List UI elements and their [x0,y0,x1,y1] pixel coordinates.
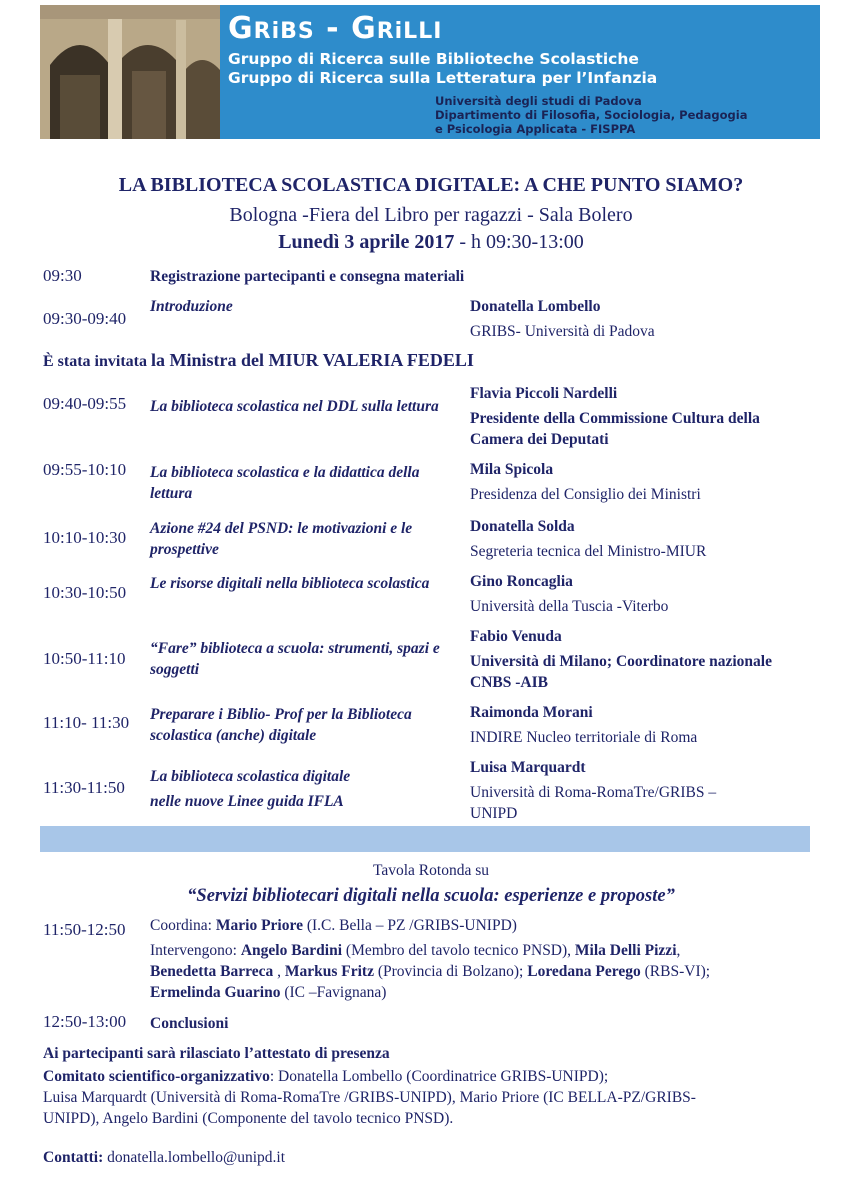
session-speaker: Luisa Marquardt Università di Roma-RomaTre/GRIBS – UNIPD [470,759,717,822]
certificate-note: Ai partecipanti sarà rilasciato l’attestato di presenza [43,1045,390,1062]
roundtable-coordinator: Coordina: Mario Priore (I.C. Bella – PZ /GRIBS-UNIPD) [150,917,517,934]
roundtable-time: 11:50-12:50 [43,920,126,939]
header-line-1: Gruppo di Ricerca sulle Biblioteche Scolastiche [228,50,639,68]
roundtable-title: “Servizi bibliotecari digitali nella scuola: esperienze e proposte” [187,886,675,906]
event-date: Lunedì 3 aprile 2017 - h 09:30-13:00 [278,231,584,253]
university-line-1: Università degli studi di Padova [435,94,642,108]
header-text [228,11,657,88]
session-speaker: Mila Spicola Presidenza del Consiglio dei Ministri [470,461,701,503]
header-line-2: Gruppo di Ricerca sulla Letteratura per l’Infanzia [228,69,658,87]
session-title: La biblioteca scolastica e la didattica della lettura [150,464,420,502]
intro-speaker: Donatella Lombello GRIBS- Università di Padova [470,298,655,340]
session-time: 10:30-10:50 [43,583,127,602]
session-title: “Fare” biblioteca a scuola: strumenti, spazi e soggetti [150,640,440,678]
intro-title: Introduzione [150,298,233,315]
roundtable-speakers: Intervengono: Angelo Bardini (Membro del tavolo tecnico PNSD), Mila Delli Pizzi, Benedetta Barreca , Markus Fritz (Provincia di Bolzano); Loredana Perego (RBS-VI); Ermelinda Guarino (IC –Favignana) [150,942,711,1001]
session-time: 09:40-09:55 [43,394,127,413]
session-title: Le risorse digitali nella biblioteca scolastica [150,575,430,592]
closing-text: Conclusioni [150,1015,229,1032]
committee: Comitato scientifico-organizzativo: Donatella Lombello (Coordinatrice GRIBS-UNIPD); Luisa Marquardt (Università di Roma-RomaTre /GRIBS-UNIPD), Mario Priore (IC BELLA-PZ/GRIBS- UNIPD), Angelo Bardini (Componente del tavolo tecnico PNSD). [43,1068,696,1127]
university-line-3: e Psicologia Applicata - FISPPA [435,122,636,136]
session-speaker: Flavia Piccoli Nardelli Presidente della Commissione Cultura della Camera dei Deputati [470,385,760,448]
session-time: 11:30-11:50 [43,778,125,797]
session-title: La biblioteca scolastica digitale nelle nuove Linee guida IFLA [150,768,351,810]
session-time: 10:10-10:30 [43,528,127,547]
logo-title: GRiBS - GRiLLI [228,11,443,46]
session-time: 11:10- 11:30 [43,713,130,732]
session-title: Preparare i Biblio- Prof per la Biblioteca scolastica (anche) digitale [150,706,412,744]
contacts: Contatti: donatella.lombello@unipd.it [43,1149,286,1166]
university-block [435,94,747,136]
invited-minister: È stata invitata la Ministra del MIUR VALERIA FEDELI [43,350,474,370]
university-line-2: Dipartimento di Filosofia, Sociologia, Pedagogia [435,108,748,122]
session-speaker: Fabio Venuda Università di Milano; Coordinatore nazionale CNBS -AIB [470,628,772,691]
intro-time: 09:30-09:40 [43,309,127,328]
closing-time: 12:50-13:00 [43,1012,127,1031]
event-title: LA BIBLIOTECA SCOLASTICA DIGITALE: A CHE PUNTO SIAMO? [118,174,744,196]
registration-time: 09:30 [43,266,82,285]
section-divider [40,826,810,852]
session-title: La biblioteca scolastica nel DDL sulla lettura [150,398,439,415]
session-title: Azione #24 del PSND: le motivazioni e le prospettive [150,520,413,558]
session-speaker: Raimonda Morani INDIRE Nucleo territoriale di Roma [470,704,698,746]
header-banner [40,5,820,139]
contact-email[interactable]: donatella.lombello@unipd.it [103,1149,286,1166]
session-time: 10:50-11:10 [43,649,126,668]
roundtable-heading: Tavola Rotonda su [372,862,489,879]
session-speaker: Donatella Solda Segreteria tecnica del Ministro-MIUR [470,518,707,560]
event-location: Bologna -Fiera del Libro per ragazzi - Sala Bolero [229,204,633,226]
session-speaker: Gino Roncaglia Università della Tuscia -Viterbo [470,573,669,615]
session-time: 09:55-10:10 [43,460,127,479]
arcade-photo [40,5,220,139]
registration-text: Registrazione partecipanti e consegna materiali [150,268,465,285]
